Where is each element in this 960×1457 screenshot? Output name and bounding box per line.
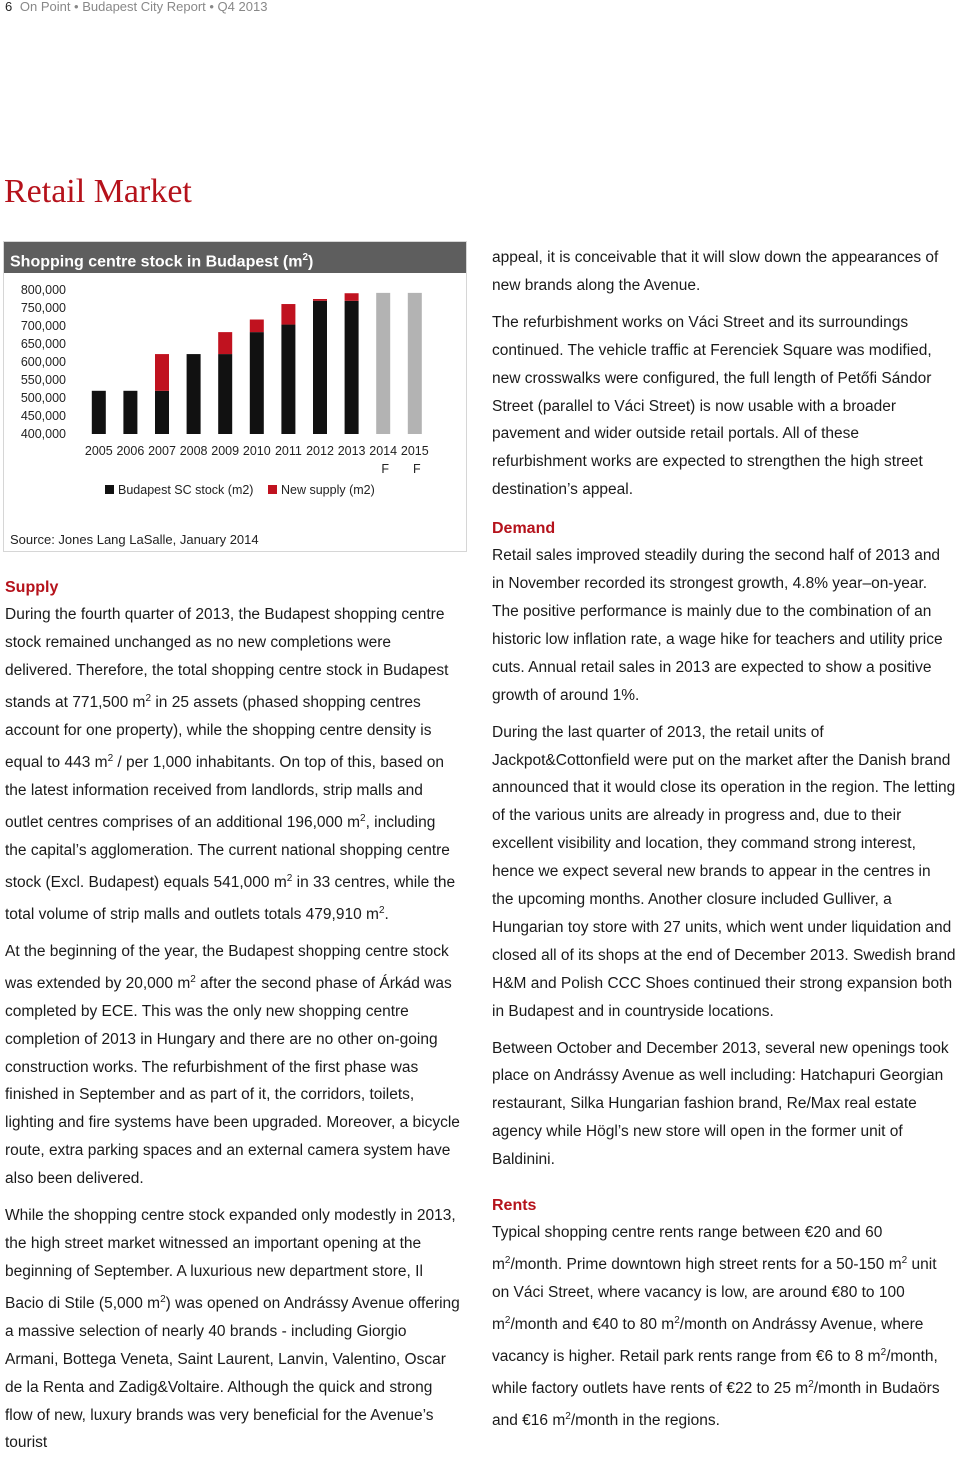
left-column — [5, 574, 460, 1457]
chart-title — [4, 242, 466, 273]
new-supply-bar — [345, 293, 359, 301]
new-supply-bar — [250, 320, 264, 333]
new-supply-bar — [281, 304, 295, 325]
running-title: On Point • Budapest City Report • Q4 2013 — [19, 0, 268, 14]
y-tick-label: 650,000 — [20, 337, 66, 351]
demand-paragraph: Between October and December 2013, several new openings took place on Andrássy Avenue as well including: Hatchapuri Georgian restaurant, Silka Hungarian fashion brand, Re/Max real estate agency while Högl’s new store will open in the former unit of Baldinini. — [492, 1039, 949, 1169]
intro-paragraph: The refurbishment works on Váci Street and its surroundings continued. The vehicle traffic at Ferenciek Square was modified, new crosswalks were configured, the full length of Petőfi Sándor Street (parallel to Váci Street) is now usable with a broader pavement and wider outside retail portals. All of these refurbishment works are expected to strengthen the high street destination’s appeal. — [492, 313, 932, 499]
stock-bar — [218, 354, 232, 434]
y-tick-label: 600,000 — [20, 355, 66, 369]
x-tick-label-forecast: F — [412, 462, 421, 476]
stock-bar — [345, 301, 359, 434]
legend-label: Budapest SC stock (m2) — [118, 483, 254, 497]
intro-paragraph: appeal, it is conceivable that it will slow down the appearances of new brands along the Avenue. — [492, 249, 939, 294]
x-tick-label: 2012 — [306, 444, 334, 458]
stock-bar — [187, 354, 201, 434]
x-tick-label: 2015 — [400, 444, 429, 458]
rents-heading: Rents — [492, 1197, 537, 1215]
supply-heading: Supply — [5, 579, 59, 596]
legend-label: New supply (m2) — [281, 483, 375, 497]
stock-bar — [92, 391, 106, 434]
stock-bar — [155, 391, 169, 434]
x-tick-label: 2007 — [148, 444, 176, 458]
supply-paragraph: At the beginning of the year, the Budapest shopping centre stock was extended by 20,000 $m^2$ after the second phase of Árkád was completed by ECE. This was the only new shopping centre completion of 2013 in Hungary and there are no other on-going construction works. The refurbishment of the first phase was finished in September and as part of it, the corridors, toilets, lighting and fire systems have been upgraded. Moreover, a bicycle route, extra parking spaces and an external camera system have also been delivered. — [5, 942, 460, 1188]
stock-bar — [123, 391, 137, 434]
rents-paragraph: Typical shopping centre rents range between €20 and 60 $m^2$/month. Prime downtown high street rents for a 50-150 $m^2$ unit on Váci Street, where vacancy is low, are around €80 to 100 $m^2$/month and €40 to 80 $m^2$/month on Andrássy Avenue, where vacancy is higher. Retail park rents range from €6 to 8 $m^2$/month, while factory outlets have rents of €22 to 25 $m^2$/month in Budaörs and €16 $m^2$/month in the regions. — [492, 1224, 940, 1430]
right-column — [492, 244, 956, 1435]
x-tick-label: 2008 — [179, 444, 208, 458]
y-tick-label: 450,000 — [20, 409, 66, 423]
x-tick-label: 2010 — [242, 444, 271, 458]
x-tick-label: 2006 — [116, 444, 145, 458]
x-tick-label-forecast: F — [381, 462, 390, 476]
running-header — [5, 0, 267, 14]
new-supply-bar — [218, 332, 232, 354]
stock-bar — [250, 332, 264, 434]
legend-swatch — [105, 485, 114, 494]
y-tick-label: 800,000 — [20, 283, 66, 297]
y-tick-label: 700,000 — [20, 319, 66, 333]
stock-bar — [281, 325, 295, 434]
chart-source: Source: Jones Lang LaSalle, January 2014 — [10, 532, 259, 547]
x-tick-label: 2014 — [369, 444, 398, 458]
supply-paragraph: During the fourth quarter of 2013, the Budapest shopping centre stock remained unchanged as no new completions were delivered. Therefore, the total shopping centre stock in Budapest stands at 771,500 $m^2$ in 25 assets (phased shopping centres account for one property), while the shopping centre density is equal to 443 $m^2$ / per 1,000 inhabitants. On top of this, based on the latest information received from landlords, strip malls and outlet centres comprises of an additional 196,000 $m^2$, including the capital’s agglomeration. The current national shopping centre stock (Excl. Budapest) equals 541,000 $m^2$ in 33 centres, while the total volume of strip malls and outlets totals 479,910 $m^2$. — [5, 606, 456, 923]
new-supply-bar — [313, 299, 327, 301]
y-tick-label: 750,000 — [20, 301, 66, 315]
stock-bar-chart — [4, 274, 466, 514]
forecast-bar — [376, 293, 390, 434]
y-tick-label: 550,000 — [20, 373, 66, 387]
chart-title-sup: 2 — [302, 252, 309, 263]
x-tick-label: 2009 — [211, 444, 240, 458]
chart-title-text: Shopping centre stock in Budapest (m — [10, 253, 303, 271]
demand-paragraph: Retail sales improved steadily during the second half of 2013 and in November recorded its strongest growth, 4.8% year–on-year. The positive performance is mainly due to the combination of an historic low inflation rate, a wage hike for teachers and utility price cuts. Annual retail sales in 2013 are expected to show a positive growth of around 1%. — [492, 547, 943, 704]
y-tick-label: 400,000 — [20, 427, 66, 441]
page-title: Retail Market — [4, 173, 192, 210]
chart-panel — [3, 241, 467, 552]
x-tick-label: 2011 — [274, 444, 302, 458]
new-supply-bar — [155, 354, 169, 391]
chart-title-end: ) — [308, 253, 314, 271]
stock-bar — [313, 301, 327, 434]
x-tick-label: 2005 — [84, 444, 113, 458]
x-tick-label: 2013 — [337, 444, 366, 458]
supply-paragraph: While the shopping centre stock expanded only modestly in 2013, the high street market witnessed an important opening at the beginning of September. A luxurious new department store, Il Bacio di Stile (5,000 $m^2$) was opened on Andrássy Avenue offering a massive selection of nearly 40 brands - including Giorgio Armani, Bottega Veneta, Saint Laurent, Lanvin, Valentino, Oscar de la Renta and Zadig&Voltaire. Although the quick and strong flow of new, luxury brands was very beneficial for the Avenue’s tourist — [5, 1207, 460, 1452]
page-number: 6 — [5, 0, 13, 14]
demand-heading: Demand — [492, 520, 556, 538]
demand-paragraph: During the last quarter of 2013, the retail units of Jackpot&Cottonfield were put on the market after the Danish brand announced that it would close its operation in the region. The letting of the various units are already in progress and, due to their excellent visibility and location, they command strong interest, hence we expect several new brands to appear in the centres in the upcoming months. Another closure included Gulliver, a Hungarian toy store with 27 units, which went under liquidation and closed all of its shops at the end of December 2013. Swedish brand H&M and Polish CCC Shoes continued their strong expansion both in Budapest and in countryside locations. — [492, 723, 956, 1020]
y-tick-label: 500,000 — [20, 391, 66, 405]
legend-swatch — [268, 485, 277, 494]
forecast-bar — [408, 293, 422, 434]
